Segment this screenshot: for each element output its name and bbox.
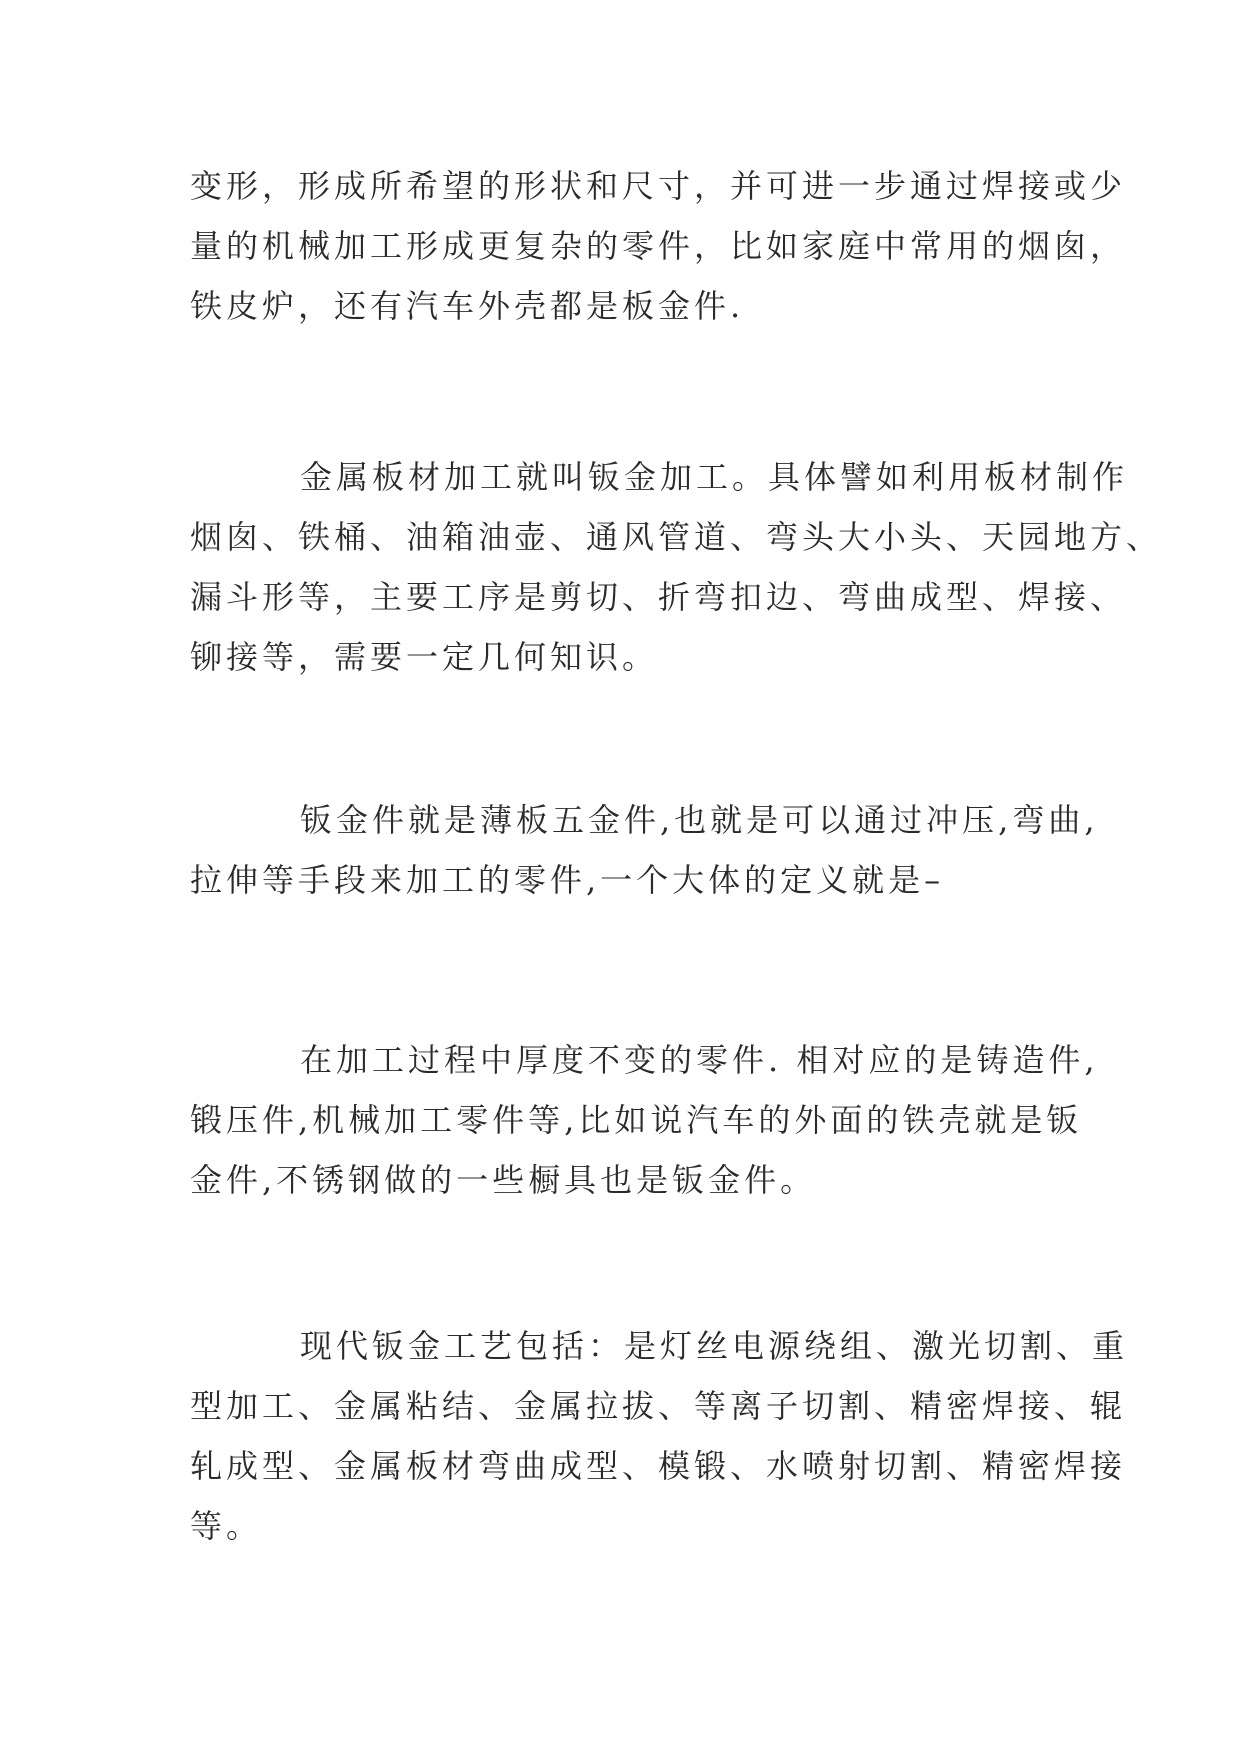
paragraph-line: 变形，形成所希望的形状和尺寸，并可进一步通过焊接或少 [190, 167, 1127, 205]
paragraph-1 [190, 156, 1127, 336]
paragraph-3 [190, 790, 1099, 910]
paragraph-line: 在加工过程中厚度不变的零件. 相对应的是铸造件, [300, 1041, 1099, 1079]
paragraph-line: 锻压件,机械加工零件等,比如说汽车的外面的铁壳就是钣 [190, 1101, 1083, 1139]
paragraph-line: 量的机械加工形成更复杂的零件，比如家庭中常用的烟囱， [190, 227, 1127, 265]
paragraph-line: 拉伸等手段来加工的零件,一个大体的定义就是– [190, 861, 945, 899]
paragraph-line: 型加工、金属粘结、金属拉拔、等离子切割、精密焊接、辊 [190, 1387, 1127, 1425]
paragraph-line: 等。 [190, 1507, 263, 1545]
paragraph-line: 漏斗形等，主要工序是剪切、折弯扣边、弯曲成型、焊接、 [190, 578, 1127, 616]
paragraph-line: 金属板材加工就叫钣金加工。具体譬如利用板材制作 [300, 458, 1129, 496]
paragraph-line: 烟囱、铁桶、油箱油壶、通风管道、弯头大小头、天园地方、 [190, 518, 1163, 556]
paragraph-5 [190, 1316, 1129, 1556]
paragraph-line: 现代钣金工艺包括：是灯丝电源绕组、激光切割、重 [300, 1327, 1129, 1365]
paragraph-line: 铁皮炉，还有汽车外壳都是板金件. [190, 287, 745, 325]
paragraph-4 [190, 1030, 1099, 1210]
paragraph-2 [190, 447, 1163, 687]
paragraph-line: 钣金件就是薄板五金件,也就是可以通过冲压,弯曲, [300, 801, 1099, 839]
paragraph-line: 轧成型、金属板材弯曲成型、模锻、水喷射切割、精密焊接 [190, 1447, 1127, 1485]
paragraph-line: 铆接等，需要一定几何知识。 [190, 638, 659, 676]
paragraph-line: 金件,不锈钢做的一些橱具也是钣金件。 [190, 1161, 817, 1199]
